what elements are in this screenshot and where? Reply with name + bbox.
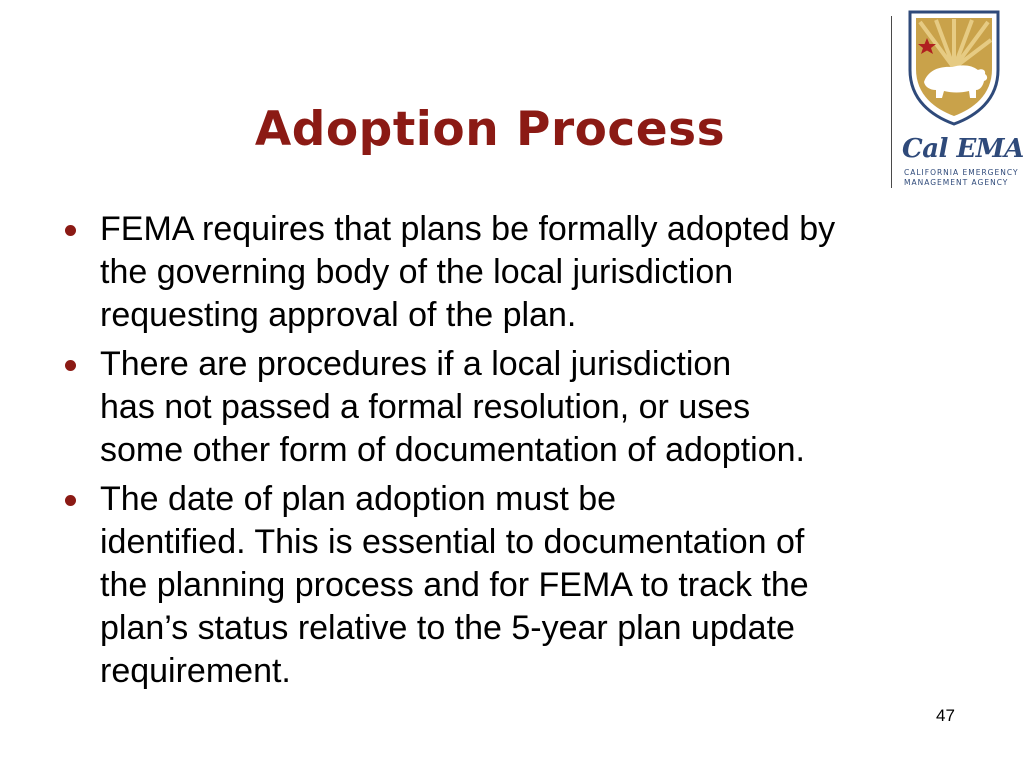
bullet-line: has not passed a formal resolution, or uses: [100, 388, 751, 426]
bullet-line: The date of plan adoption must be: [100, 480, 617, 518]
bullet-item: [58, 208, 978, 337]
logo-subtitle-line2: MANAGEMENT AGENCY: [904, 178, 1009, 187]
bullet-line: identified. This is essential to documentation of: [100, 523, 805, 561]
shield-bear-icon: [906, 8, 1002, 126]
bullet-line: plan’s status relative to the 5-year plan update: [100, 609, 795, 647]
logo-wordmark: Cal EMA: [902, 134, 1024, 164]
cal-ema-logo: [898, 8, 1024, 190]
bullet-line: There are procedures if a local jurisdiction: [100, 345, 732, 383]
page-number: 47: [936, 706, 955, 725]
bullet-line: FEMA requires that plans be formally adopted by: [100, 210, 836, 248]
bullet-item: [58, 478, 978, 693]
bullet-line: the planning process and for FEMA to track the: [100, 566, 809, 604]
bullet-list: [58, 208, 978, 699]
bullet-line: the governing body of the local jurisdiction: [100, 253, 734, 291]
bullet-dot-icon: [65, 495, 76, 506]
slide-title: Adoption Process: [254, 102, 726, 157]
bullet-line: requesting approval of the plan.: [100, 296, 577, 334]
logo-subtitle-line1: CALIFORNIA EMERGENCY: [904, 168, 1019, 177]
header-divider: [891, 16, 892, 188]
bullet-dot-icon: [65, 225, 76, 236]
bullet-line: some other form of documentation of adoption.: [100, 431, 805, 469]
bullet-dot-icon: [65, 360, 76, 371]
bullet-item: [58, 343, 978, 472]
bullet-line: requirement.: [100, 652, 291, 690]
